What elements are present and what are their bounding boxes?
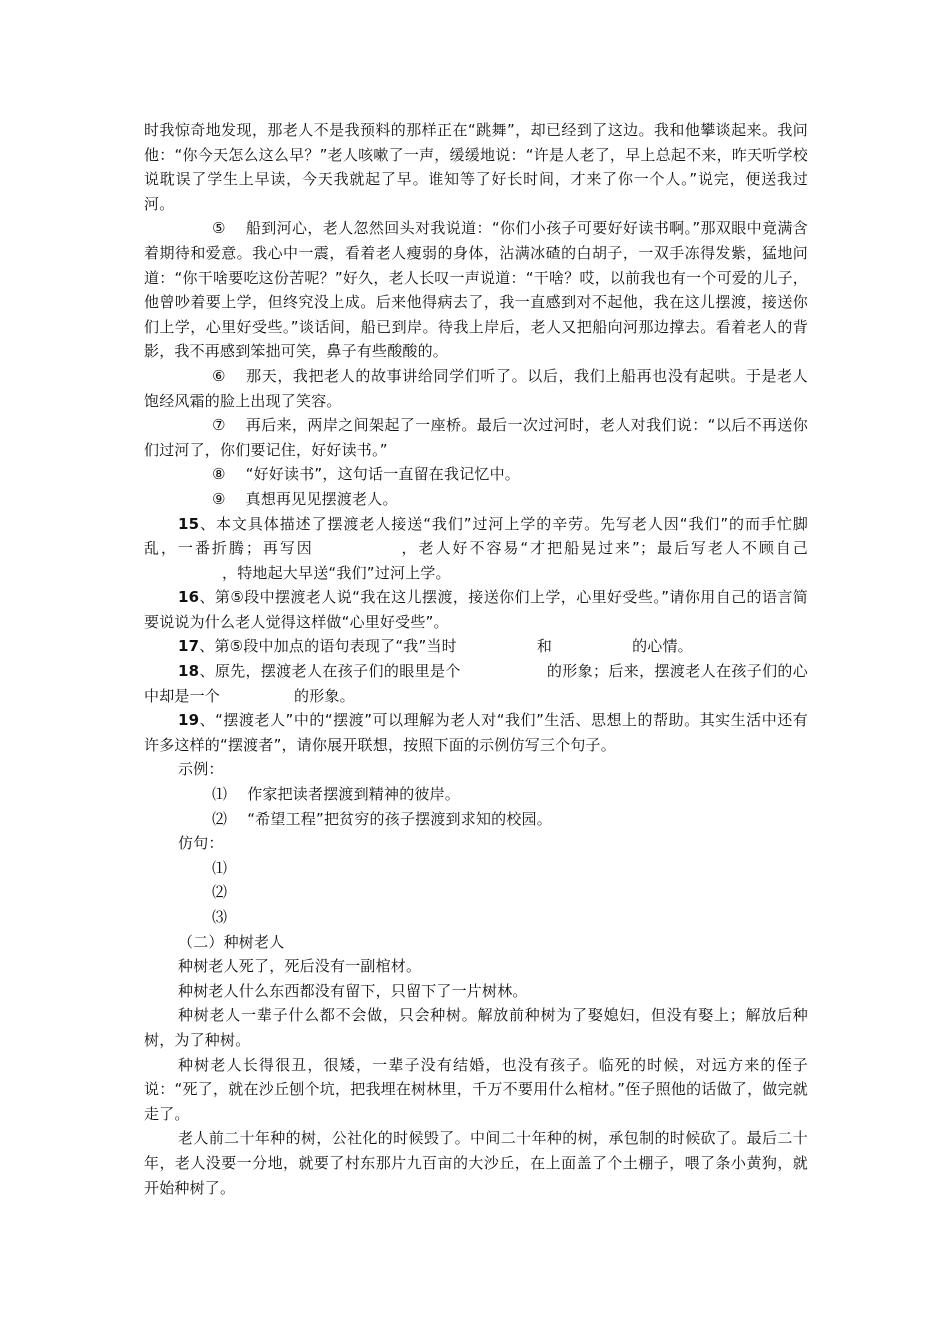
- question-19: [144, 708, 808, 757]
- example-2: [144, 807, 808, 832]
- question-text: 和: [536, 637, 553, 656]
- question-number: 15: [178, 514, 200, 533]
- story-paragraph-8: [144, 462, 808, 487]
- document-page: [144, 118, 808, 1200]
- example-number: ⑴: [212, 785, 228, 804]
- question-16: [144, 585, 808, 634]
- example-label: 示例：: [178, 760, 224, 779]
- question-text: 的心情。: [632, 637, 693, 656]
- question-text: 、“摆渡老人”中的“摆渡”可以理解为老人对“我们”生活、思想上的帮助。其实生活中还有许多这样的“摆渡者”，请你展开联想，按照下面的示例仿写三个句子。: [144, 711, 808, 754]
- question-number: 19: [178, 711, 200, 730]
- story2-paragraph-3: 种树老人一辈子什么都不会做，只会种树。解放前种树为了娶媳妇，但没有娶上；解放后种树，为了种树。: [144, 1006, 808, 1049]
- answer-number: ⑶: [212, 908, 228, 926]
- question-text: 、本文具体描述了摆渡老人接送“我们”过河上学的辛劳。先写老人因“我们”的而手忙脚乱，一番折腾；再写因: [144, 514, 808, 558]
- story-paragraph-6: [144, 364, 808, 413]
- paragraph-text: 船到河心，老人忽然回头对我说道：“你们小孩子可要好好读书啊。”那双眼中竟满含着期待和爱意。我心中一震，看着老人瘦弱的身体，沾满冰碴的白胡子，一双手冻得发紫，猛地问道：“你干啥要吃这份苦呢？”好久，老人长叹一声说道：“干啥？哎，以前我也有一个可爱的儿子，他曾吵着要上学，但终究没上成。后来他得病去了，我一直感到对不起他，我在这儿摆渡，接送你们上学，心里好受些。”谈话间，船已到岸。待我上岸后，老人又把船向河那边撑去。看着老人的背影，我不再感到笨拙可笑，鼻子有些酸酸的。: [144, 219, 808, 361]
- answer-line-2[interactable]: [144, 880, 808, 905]
- story-paragraph-continued: 时我惊奇地发现，那老人不是我预料的那样正在“跳舞”，却已经到了这边。我和他攀谈起来。我问他：“你今天怎么这么早？”老人咳嗽了一声，缓缓地说：“许是人老了，早上总起不来，昨天听学校说耽误了学生上早读，今天我就起了早。谁知等了好长时间，才来了你一个人。”说完，便送我过河。: [144, 121, 808, 213]
- story2-paragraph-4: 种树老人长得很丑，很矮，一辈子没有结婚，也没有孩子。临死的时候，对远方来的侄子说：“死了，就在沙丘刨个坑，把我埋在树林里，千万不要用什么棺材。”侄子照他的话做了，做完就走了。: [144, 1055, 808, 1123]
- question-17: [144, 634, 808, 659]
- example-1: [144, 782, 808, 807]
- question-18: [144, 659, 808, 708]
- section-title: （二）种树老人: [178, 932, 285, 951]
- story-paragraph-5: [144, 216, 808, 364]
- paragraph-number: ⑥: [212, 366, 226, 385]
- question-text: ，特地起大早送“我们”过河上学。: [222, 563, 451, 582]
- story-paragraph-7: [144, 413, 808, 462]
- question-text: 、原先，摆渡老人在孩子们的眼里是个: [199, 662, 461, 681]
- question-number: 17: [178, 637, 200, 656]
- question-text: 、第⑤段中加点的语句表现了“我”当时: [199, 637, 457, 656]
- answer-line-3[interactable]: [144, 905, 808, 930]
- paragraph-number: ⑦: [212, 416, 226, 435]
- example-number: ⑵: [212, 809, 228, 828]
- paragraph-number: ⑧: [212, 465, 226, 484]
- paragraph-number: ⑨: [212, 489, 226, 508]
- story2-paragraph-5: 老人前二十年种的树，公社化的时候毁了。中间二十年种的树，承包制的时候砍了。最后二十年，老人没要一分地，就要了村东那片九百亩的大沙丘，在上面盖了个土棚子，喂了条小黄狗，就开始种树了。: [144, 1129, 808, 1197]
- question-text: ，老人好不容易“才把船晃过来”；最后写老人不顾自己: [399, 539, 808, 558]
- story-paragraph-9: [144, 487, 808, 512]
- question-text: 的形象。: [294, 686, 355, 705]
- answer-line-1[interactable]: [144, 856, 808, 881]
- story2-paragraph-2: 种树老人什么东西都没有留下，只留下了一片树林。: [178, 981, 528, 1000]
- answer-number: ⑴: [212, 858, 228, 877]
- story2-paragraph-1: 种树老人死了，死后没有一副棺材。: [178, 957, 422, 976]
- example-text: “希望工程”把贫穷的孩子摆渡到求知的校园。: [247, 809, 552, 828]
- paragraph-text: 再后来，两岸之间架起了一座桥。最后一次过河时，老人对我们说：“以后不再送你们过河了，你们要记住，好好读书。”: [144, 416, 808, 459]
- answer-number: ⑵: [212, 883, 228, 902]
- imitate-label: 仿句：: [178, 834, 224, 853]
- question-number: 18: [178, 662, 200, 681]
- paragraph-text: “好好读书”，这句话一直留在我记忆中。: [245, 465, 520, 484]
- paragraph-number: ⑤: [212, 219, 226, 238]
- question-text: 、第⑤段中摆渡老人说“我在这儿摆渡，接送你们上学，心里好受些。”请你用自己的语言简要说说为什么老人觉得这样做“心里好受些”。: [144, 588, 808, 631]
- paragraph-text: 真想再见见摆渡老人。: [245, 489, 398, 508]
- question-text: 的形象；后来，摆渡老人在孩子们的心中却是一个: [144, 662, 809, 705]
- paragraph-text: 那天，我把老人的故事讲给同学们听了。以后，我们上船再也没有起哄。于是老人饱经风霜的脸上出现了笑容。: [144, 366, 808, 410]
- question-number: 16: [178, 588, 200, 607]
- example-text: 作家把读者摆渡到精神的彼岸。: [247, 785, 461, 804]
- question-15: [144, 512, 808, 586]
